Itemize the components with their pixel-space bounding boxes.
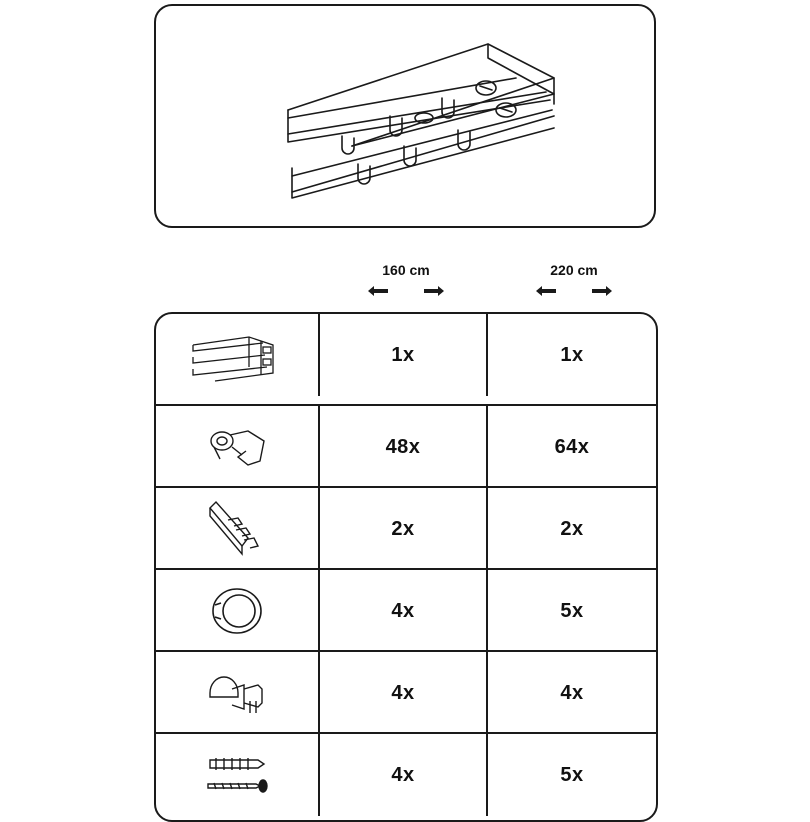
quantity-cell-160 <box>320 314 488 396</box>
quantity-value: 5x <box>560 599 584 622</box>
quantity-cell-220 <box>488 734 656 816</box>
end-stop-knob-icon <box>204 665 270 721</box>
quantity-value: 2x <box>391 517 415 540</box>
quantity-cell-220 <box>488 570 656 652</box>
quantity-value: 4x <box>391 681 415 704</box>
wall-plug-and-screw-icon <box>202 750 272 800</box>
quantity-value: 4x <box>560 681 584 704</box>
quantity-value: 1x <box>391 343 415 366</box>
quantity-cell-220 <box>488 314 656 396</box>
curtain-rail-illustration <box>156 6 658 230</box>
quantity-value: 5x <box>560 763 584 786</box>
quantity-cell-160 <box>320 570 488 652</box>
quantity-cell-160 <box>320 652 488 734</box>
quantity-value: 64x <box>554 435 590 458</box>
quantity-value: 4x <box>391 599 415 622</box>
table-row <box>156 652 656 734</box>
table-row <box>156 314 656 396</box>
table-row <box>156 570 656 652</box>
curtain-glider-hook-icon <box>202 421 272 473</box>
quantity-cell-220 <box>488 406 656 488</box>
quantity-cell-160 <box>320 406 488 488</box>
table-row <box>156 488 656 570</box>
width-arrows-icon <box>366 284 446 298</box>
column-length-label: 160 cm <box>382 262 430 278</box>
part-icon-cell <box>156 406 320 488</box>
part-icon-cell <box>156 652 320 734</box>
quantity-cell-160 <box>320 734 488 816</box>
rail-illustration-panel <box>154 4 656 228</box>
end-cap-icon <box>202 498 272 560</box>
table-row <box>156 734 656 816</box>
quantity-cell-220 <box>488 488 656 570</box>
parts-table <box>154 312 658 822</box>
part-icon-cell <box>156 488 320 570</box>
quantity-value: 1x <box>560 343 584 366</box>
width-arrows-icon <box>534 284 614 298</box>
quantity-value: 4x <box>391 763 415 786</box>
quantity-cell-160 <box>320 488 488 570</box>
part-icon-cell <box>156 314 320 396</box>
column-header-160 <box>346 262 466 298</box>
part-icon-cell <box>156 734 320 816</box>
table-row <box>156 406 656 488</box>
stopper-ring-icon <box>207 583 267 639</box>
quantity-value: 2x <box>560 517 584 540</box>
quantity-value: 48x <box>385 435 421 458</box>
part-icon-cell <box>156 570 320 652</box>
quantity-cell-220 <box>488 652 656 734</box>
column-length-label: 220 cm <box>550 262 598 278</box>
column-header-220 <box>514 262 634 298</box>
rail-profile-icon <box>189 327 285 383</box>
